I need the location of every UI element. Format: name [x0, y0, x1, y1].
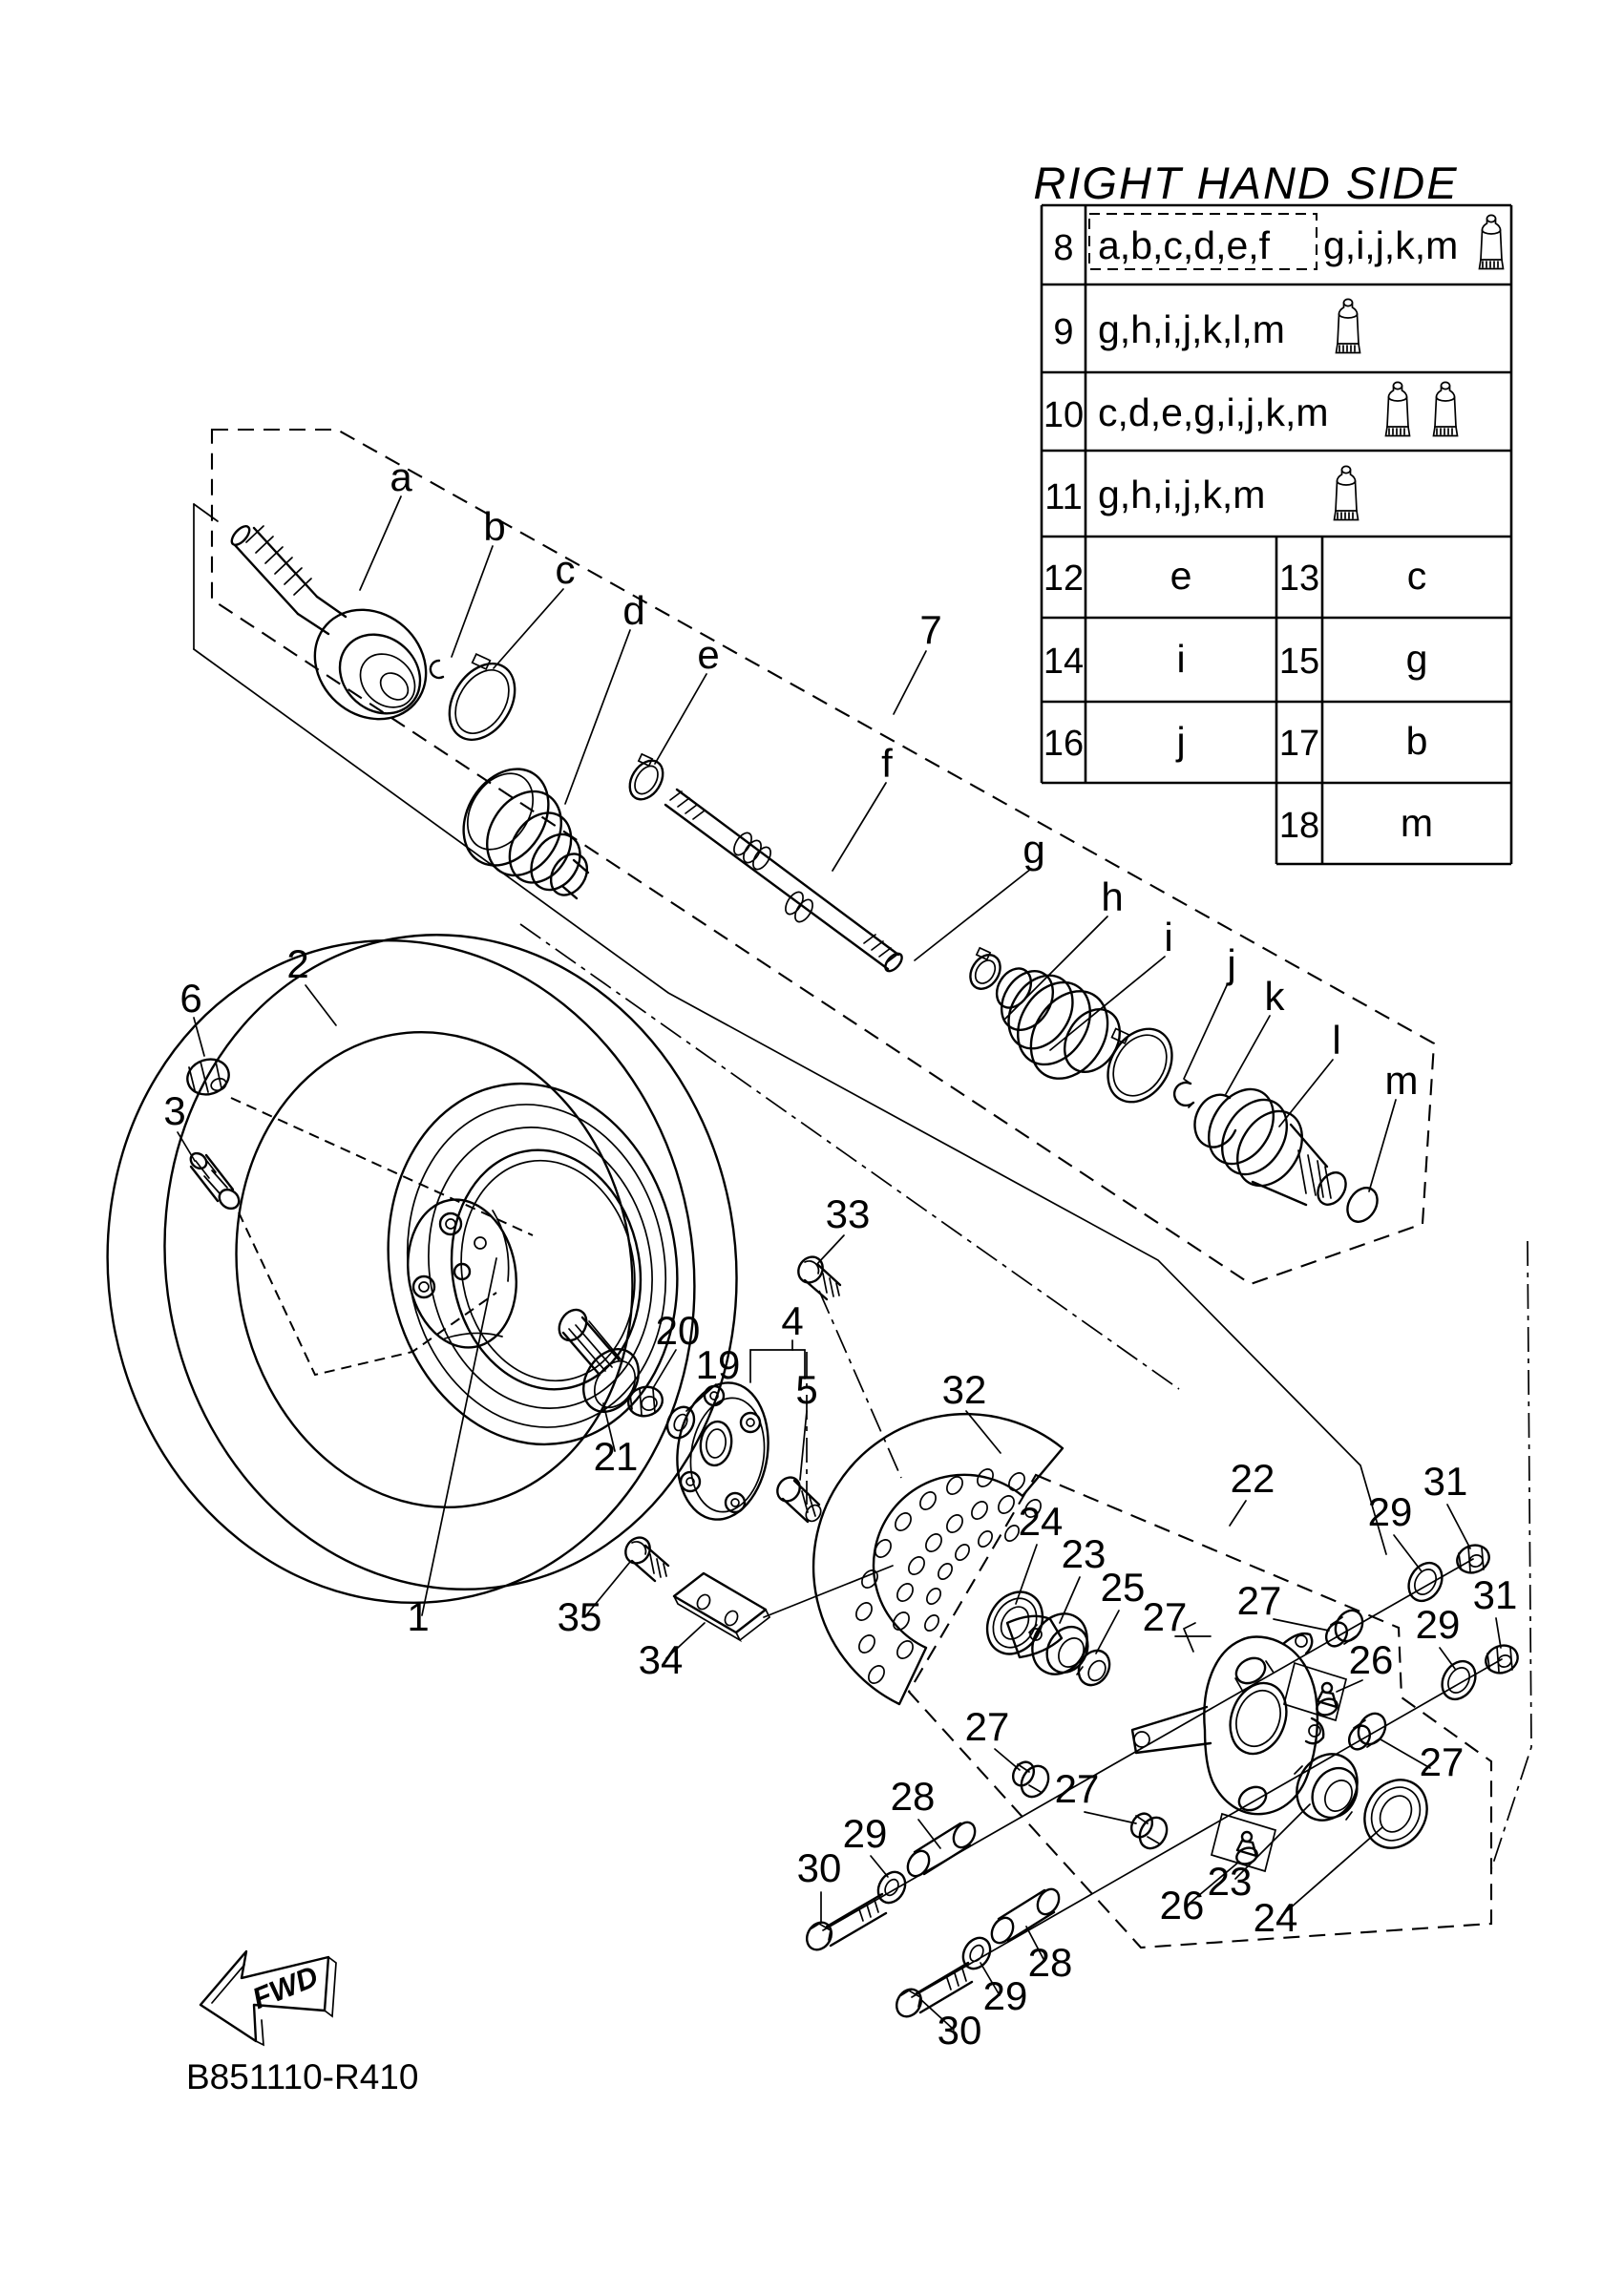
- part-label-m: m: [1384, 1058, 1419, 1103]
- part-label-1: 1: [407, 1594, 430, 1639]
- part-label-6: 6: [179, 976, 202, 1021]
- part-label-30: 30: [937, 2008, 982, 2053]
- part-label-2: 2: [286, 941, 309, 986]
- tire-and-rim: [55, 889, 788, 1649]
- table-row12-num: 12: [1043, 558, 1085, 599]
- table-row18-letter: m: [1400, 801, 1434, 845]
- part-label-34: 34: [638, 1637, 684, 1682]
- part-label-5: 5: [795, 1367, 818, 1412]
- kit-boundary-driveshaft: [212, 430, 1434, 1284]
- fwd-arrow: [200, 1951, 336, 2045]
- part-label-31: 31: [1423, 1459, 1468, 1504]
- valve-stem-part3: [188, 1150, 243, 1212]
- part-label-e: e: [697, 632, 720, 677]
- part-label-27: 27: [1419, 1739, 1465, 1784]
- washer-29-upper: [873, 1867, 911, 1907]
- part-label-j: j: [1227, 941, 1236, 986]
- part-label-26: 26: [1348, 1637, 1394, 1682]
- grease-tube-icon: [1434, 382, 1458, 435]
- application-table: [1042, 205, 1511, 864]
- collar-28-upper: [903, 1819, 979, 1880]
- boot-clamp-i: [1095, 1017, 1185, 1113]
- cv-joint-wheel-side-a: [229, 523, 449, 742]
- part-label-b: b: [483, 504, 506, 549]
- part-label-28: 28: [890, 1774, 936, 1819]
- table-row13-letter: c: [1406, 554, 1427, 598]
- table-row8-letters: g,i,j,k,m: [1323, 223, 1459, 267]
- leader-3-dashed: [239, 1212, 496, 1375]
- part-label-h: h: [1101, 874, 1124, 919]
- table-row8-boxed-letters: a,b,c,d,e,f: [1098, 223, 1271, 267]
- bracket-34: [674, 1566, 893, 1640]
- table-row17-num: 17: [1278, 724, 1320, 764]
- part-label-c: c: [555, 547, 576, 592]
- part-label-27: 27: [1142, 1594, 1188, 1639]
- part-label-24: 24: [1018, 1499, 1064, 1544]
- bearing-23-right: [1285, 1743, 1369, 1831]
- part-label-23: 23: [1061, 1531, 1107, 1576]
- bolt-35: [621, 1533, 668, 1581]
- part-label-31: 31: [1472, 1572, 1518, 1617]
- page-title: RIGHT HAND SIDE: [1033, 158, 1459, 208]
- part-label-19: 19: [695, 1342, 741, 1387]
- drawing-code: B851110-R410: [186, 2057, 419, 2096]
- part-label-a: a: [390, 454, 412, 499]
- part-label-29: 29: [1367, 1489, 1413, 1534]
- table-row10-num: 10: [1043, 395, 1085, 435]
- part-label-29: 29: [842, 1811, 888, 1856]
- wheel-stud-5: [773, 1473, 824, 1524]
- part-label-4: 4: [781, 1298, 804, 1343]
- bushing-27-upper-left: [1009, 1759, 1054, 1801]
- part-label-d: d: [622, 588, 645, 633]
- table-row9-letters: g,h,i,j,k,l,m: [1098, 307, 1285, 351]
- circlip-b: [431, 661, 443, 678]
- bushing-27-lower-right: [1345, 1709, 1391, 1753]
- part-label-22: 22: [1230, 1456, 1275, 1501]
- bolt-33: [793, 1253, 840, 1299]
- part-label-30: 30: [796, 1845, 842, 1890]
- lock-washer-25: [1073, 1645, 1116, 1691]
- grease-tube-icon: [1480, 215, 1504, 268]
- table-row15-letter: g: [1405, 637, 1428, 681]
- wheel-hub-4: [668, 1377, 776, 1526]
- part-label-27: 27: [964, 1704, 1010, 1749]
- cv-boot-h: [990, 961, 1131, 1092]
- part-label-g: g: [1022, 827, 1045, 872]
- part-label-26: 26: [1159, 1883, 1205, 1927]
- part-label-35: 35: [557, 1594, 602, 1639]
- part-label-24: 24: [1253, 1895, 1298, 1940]
- grease-tube-icon: [1337, 299, 1360, 352]
- table-row18-num: 18: [1278, 806, 1320, 846]
- table-row15-num: 15: [1278, 642, 1320, 682]
- boot-clamp-c: [436, 652, 528, 752]
- table-row16-num: 16: [1043, 724, 1085, 764]
- part-label-33: 33: [825, 1191, 871, 1236]
- table-row10-letters: c,d,e,g,i,j,k,m: [1098, 390, 1329, 434]
- circlip-j: [1174, 1080, 1193, 1107]
- table-row16-letter: j: [1176, 719, 1186, 763]
- table-row12-letter: e: [1170, 554, 1192, 598]
- grease-tube-icon: [1335, 466, 1359, 519]
- dust-seal-29-upper: [1402, 1557, 1449, 1607]
- fwd-arrow-label: FWD: [247, 1959, 323, 2016]
- table-row11-num: 11: [1044, 477, 1083, 517]
- grease-tube-icon: [1386, 382, 1410, 435]
- bushing-27-lower-left: [1128, 1810, 1172, 1853]
- part-label-21: 21: [593, 1434, 639, 1479]
- part-label-7: 7: [919, 607, 942, 652]
- part-label-27: 27: [1236, 1578, 1282, 1623]
- part-label-23: 23: [1207, 1859, 1253, 1904]
- part-label-20: 20: [655, 1308, 701, 1353]
- cv-joint-diff-side-l: [1195, 1077, 1351, 1210]
- boot-clamp-e: [623, 754, 670, 806]
- part-label-32: 32: [941, 1367, 987, 1412]
- table-row8-num: 8: [1053, 228, 1074, 268]
- dust-seal-29-lower: [1436, 1655, 1483, 1705]
- part-label-f: f: [881, 741, 893, 786]
- table-row14-num: 14: [1043, 642, 1085, 682]
- part-label-3: 3: [163, 1088, 186, 1133]
- construction-lines: [194, 504, 1531, 1869]
- cv-boot-d: [446, 753, 594, 902]
- part-label-i: i: [1164, 915, 1173, 959]
- pivot-bolt-30-upper: [802, 1894, 886, 1954]
- table-row17-letter: b: [1405, 719, 1428, 763]
- table-row9-num: 9: [1053, 312, 1074, 352]
- part-label-28: 28: [1027, 1940, 1073, 1985]
- knuckle-body: [1132, 1623, 1323, 1815]
- end-cap-m: [1341, 1182, 1383, 1227]
- part-label-27: 27: [1054, 1766, 1100, 1811]
- table-row11-letters: g,h,i,j,k,m: [1098, 473, 1266, 516]
- leader-6-dashed: [231, 1098, 533, 1235]
- part-label-l: l: [1332, 1018, 1341, 1063]
- part-label-29: 29: [1415, 1602, 1461, 1647]
- part-label-25: 25: [1100, 1565, 1146, 1610]
- part-label-29: 29: [982, 1973, 1028, 2018]
- snap-ring-k: [1194, 1095, 1235, 1148]
- table-row13-num: 13: [1278, 558, 1320, 599]
- brake-disc-guard-32: [813, 1414, 1063, 1704]
- part-label-k: k: [1264, 974, 1285, 1019]
- boot-clamp-g: [964, 948, 1006, 995]
- axle-shaft-f: [665, 790, 905, 974]
- table-row14-letter: i: [1176, 637, 1186, 681]
